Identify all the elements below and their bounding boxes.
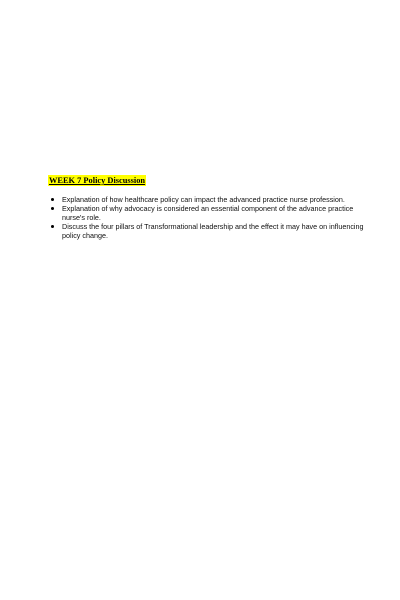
list-item-text: Discuss the four pillars of Transformational leadership and the effect it may have on influencing policy change. (62, 222, 364, 240)
bullet-icon (51, 198, 54, 201)
list-item (48, 204, 368, 222)
list-item (48, 195, 368, 204)
document-heading: WEEK 7 Policy Discussion (49, 176, 146, 185)
bullet-list (48, 195, 368, 240)
list-item-text: Explanation of why advocacy is considered an essential component of the advance practice nurse's role. (62, 204, 354, 222)
list-item (48, 222, 368, 240)
list-item-text: Explanation of how healthcare policy can impact the advanced practice nurse profession. (62, 195, 345, 204)
document-content (48, 170, 368, 240)
bullet-icon (51, 207, 54, 210)
bullet-icon (51, 225, 54, 228)
